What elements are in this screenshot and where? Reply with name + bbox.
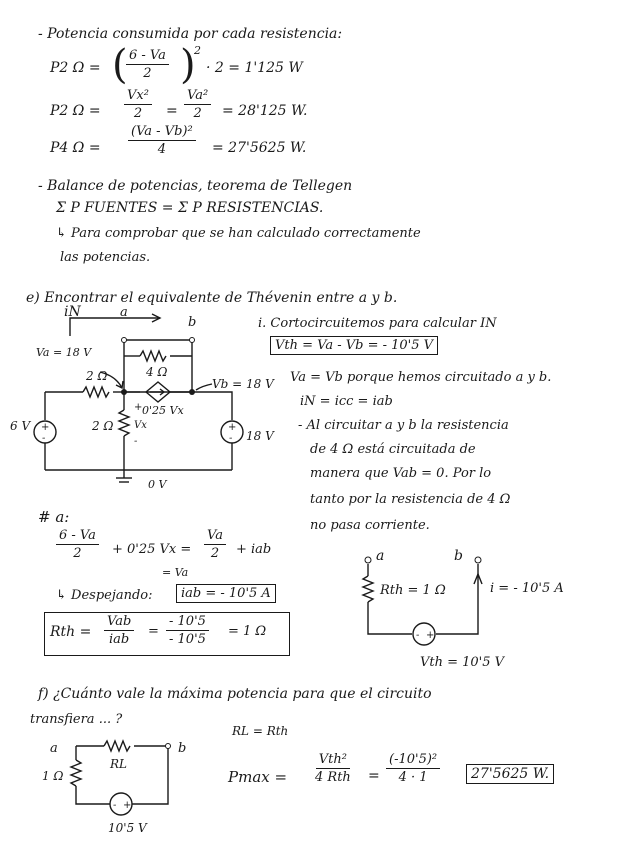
p2b-lhs: P2 Ω = bbox=[50, 103, 101, 119]
circ-vb: Vb = 18 V bbox=[212, 377, 274, 391]
square-sup: 2 bbox=[194, 44, 201, 57]
p2-rhs: · 2 = 1'125 W bbox=[206, 60, 303, 76]
rth-num2: - 10'5 bbox=[166, 614, 209, 631]
p2b-num1: Vx² bbox=[124, 88, 152, 105]
p4-num: (Va - Vb)² bbox=[128, 124, 196, 141]
despejando: ↳ Despejando: bbox=[56, 588, 153, 603]
balance-note2: las potencias. bbox=[60, 250, 151, 265]
node-a-rhs: + iab bbox=[236, 542, 272, 557]
pmax-eq: = bbox=[368, 768, 380, 784]
f-a: a bbox=[50, 741, 58, 756]
pmax-frac1 bbox=[312, 752, 354, 785]
p4-den: 4 bbox=[157, 142, 166, 157]
e-l2: iN = icc = iab bbox=[300, 394, 393, 409]
pmax-num1: Vth² bbox=[316, 752, 350, 769]
circ-src18: 18 V bbox=[246, 429, 274, 443]
node-a-mid: + 0'25 Vx = bbox=[112, 542, 192, 557]
e-l4: de 4 Ω está circuitada de bbox=[310, 442, 476, 457]
e-vth-box: Vth = Va - Vb = - 10'5 V bbox=[270, 336, 438, 355]
eq-vth: Vth = 10'5 V bbox=[420, 655, 505, 670]
f-r1: 1 Ω bbox=[42, 769, 64, 783]
e-l6: tanto por la resistencia de 4 Ω bbox=[310, 492, 511, 507]
p4-rhs: = 27'5625 W. bbox=[212, 140, 307, 156]
rth-lhs: Rth = bbox=[50, 624, 92, 640]
node-a-num2: Va bbox=[204, 528, 226, 545]
circ-r4: 4 Ω bbox=[146, 365, 168, 379]
pmax-den1: 4 Rth bbox=[315, 770, 351, 785]
pmax-box: 27'5625 W. bbox=[466, 764, 554, 784]
p2b-den1: 2 bbox=[133, 106, 143, 121]
e-i1: i. Cortocircuitemos para calcular IN bbox=[258, 316, 497, 331]
e-l7: no pasa corriente. bbox=[310, 518, 430, 533]
eq-src-minus: - bbox=[416, 630, 420, 641]
e-l3: - Al circuitar a y b la resistencia bbox=[298, 418, 509, 433]
node-a-title: # a: bbox=[38, 508, 70, 526]
p2-lhs: P2 Ω = bbox=[50, 60, 101, 76]
circ-vx-minus: - bbox=[134, 436, 138, 447]
balance-title: - Balance de potencias, teorema de Tellegen bbox=[38, 178, 353, 194]
p2b-rhs: = 28'125 W. bbox=[222, 103, 308, 119]
p2b-eq: = bbox=[166, 103, 178, 119]
circ-src18-plus: + bbox=[228, 422, 237, 433]
circ-src6: 6 V bbox=[10, 419, 31, 433]
circ-b: b bbox=[188, 315, 197, 330]
p2-den: 2 bbox=[143, 66, 152, 81]
circ-vx-plus: + bbox=[134, 402, 143, 413]
balance-note1: ↳ Para comprobar que se han calculado correctamente bbox=[56, 226, 421, 241]
node-a-den1: 2 bbox=[73, 546, 82, 561]
circ-vx: Vx bbox=[134, 420, 147, 431]
part-f-title: f) ¿Cuánto vale la máxima potencia para que el circuito bbox=[38, 686, 432, 702]
rth-num1: Vab bbox=[104, 614, 134, 631]
p4-lhs: P4 Ω = bbox=[50, 140, 101, 156]
iab-box: iab = - 10'5 A bbox=[176, 584, 276, 603]
eq-i: i = - 10'5 A bbox=[490, 581, 564, 596]
eq-rth: Rth = 1 Ω bbox=[380, 583, 446, 598]
eq-src-plus: + bbox=[426, 630, 435, 641]
circ-r2top: 2 Ω bbox=[86, 369, 108, 383]
node-a-den2: 2 bbox=[210, 546, 220, 561]
circ-a: a bbox=[120, 305, 128, 320]
eq-b: b bbox=[454, 548, 463, 564]
e-l5: manera que Vab = 0. Por lo bbox=[310, 466, 492, 481]
pmax-lhs: Pmax = bbox=[228, 768, 288, 786]
rth-den2: - 10'5 bbox=[169, 632, 206, 647]
f-src-minus: - bbox=[113, 800, 117, 811]
circ-dep: 0'25 Vx bbox=[142, 404, 184, 417]
circ-src6-minus: - bbox=[42, 433, 46, 444]
circ-gnd: 0 V bbox=[148, 478, 167, 491]
pmax-den2: 4 · 1 bbox=[398, 770, 428, 785]
f-rl: RL bbox=[110, 757, 128, 771]
balance-eq: Σ P FUENTES = Σ P RESISTENCIAS. bbox=[56, 200, 324, 216]
rth-rhs: = 1 Ω bbox=[228, 624, 267, 639]
node-a-sub: = Va bbox=[162, 566, 189, 579]
pmax-num2: (-10'5)² bbox=[386, 752, 440, 769]
p2b-den2: 2 bbox=[193, 106, 202, 121]
circ-r2: 2 Ω bbox=[92, 419, 114, 433]
f-b: b bbox=[178, 741, 187, 756]
rl-eq: RL = Rth bbox=[232, 724, 289, 738]
p2b-num2: Va² bbox=[184, 88, 211, 105]
paren-open: ( bbox=[112, 42, 128, 88]
rth-eq: = bbox=[148, 624, 159, 639]
power-title: - Potencia consumida por cada resistencia: bbox=[38, 26, 343, 42]
circ-src6-plus: + bbox=[41, 422, 50, 433]
paren-close: ) bbox=[180, 42, 196, 88]
circ-va: Va = 18 V bbox=[36, 346, 92, 359]
part-f-title2: transfiera ... ? bbox=[30, 712, 123, 727]
e-l1: Va = Vb porque hemos circuitado a y b. bbox=[290, 370, 552, 385]
node-a-num1: 6 - Va bbox=[56, 528, 99, 545]
eq-a: a bbox=[376, 548, 385, 564]
circ-iN: iN bbox=[64, 304, 81, 320]
pmax-frac2 bbox=[386, 752, 440, 785]
f-src: 10'5 V bbox=[108, 821, 147, 835]
p2-num: 6 - Va bbox=[126, 48, 169, 65]
circ-src18-minus: - bbox=[229, 433, 233, 444]
f-src-plus: + bbox=[123, 800, 132, 811]
rth-den1: iab bbox=[109, 632, 130, 647]
part-e-title: e) Encontrar el equivalente de Thévenin entre a y b. bbox=[26, 290, 398, 306]
